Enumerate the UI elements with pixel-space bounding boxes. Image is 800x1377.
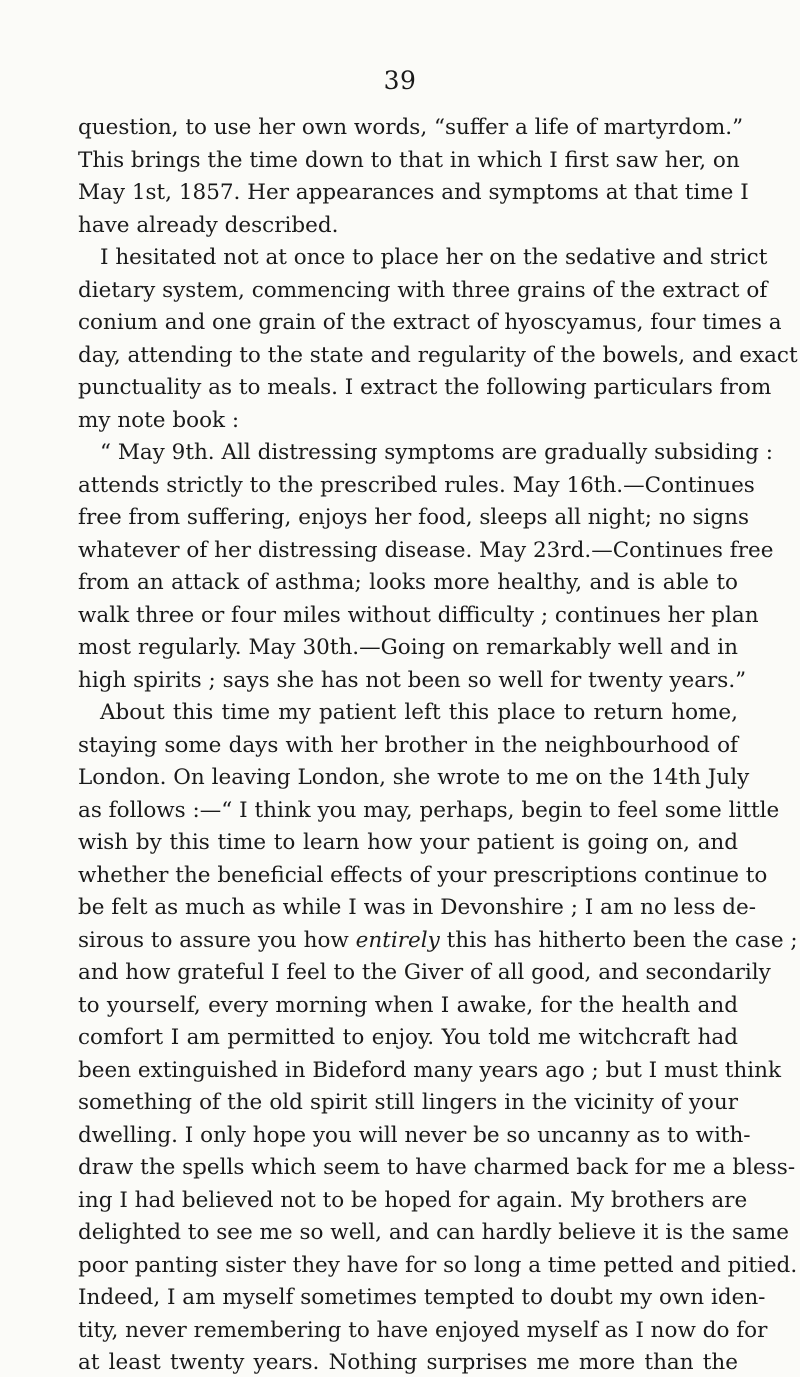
text-line: [78, 925, 798, 958]
text-line: [78, 502, 750, 535]
text-line: [78, 405, 738, 438]
text-line: [78, 1250, 798, 1283]
text-line: [78, 990, 738, 1023]
text-segment: I hesitated not at once to place her on the sedative and strict: [100, 245, 768, 270]
text-line: [78, 242, 768, 275]
text-segment: dietary system, commencing with three grains of the extract of: [78, 277, 768, 303]
text-line: [78, 1055, 781, 1088]
text-segment: wish by this time to learn how your patient is going on, and: [78, 830, 738, 855]
text-line: [78, 1217, 789, 1250]
text-line: [78, 600, 759, 633]
text-segment: “ May 9th. All distressing symptoms are gradually subsiding :: [100, 440, 774, 465]
text-segment: to yourself, every morning when I awake, for the health and: [78, 992, 738, 1018]
text-line: [78, 827, 738, 860]
text-segment: Indeed, I am myself sometimes tempted to doubt my own iden-: [78, 1285, 766, 1310]
text-segment: staying some days with her brother in the neighbourhood of: [78, 732, 738, 758]
text-segment: About this time my patient left this place to return home,: [100, 700, 738, 725]
text-segment: day, attending to the state and regularity of the bowels, and exact: [78, 342, 798, 368]
text-line: [78, 957, 771, 990]
text-segment: my note book :: [78, 407, 240, 433]
text-line: [78, 1315, 768, 1348]
text-line: [78, 275, 768, 308]
text-segment: delighted to see me so well, and can hardly believe it is the same: [78, 1220, 789, 1245]
text-line: [78, 307, 782, 340]
text-line: [78, 1347, 738, 1377]
text-segment: be felt as much as while I was in Devonshire ; I am no less de-: [78, 895, 757, 920]
text-line: [78, 892, 757, 925]
text-segment: London. On leaving London, she wrote to me on the 14th July: [78, 765, 750, 790]
text-segment: poor panting sister they have for so long a time petted and pitied.: [78, 1252, 798, 1278]
text-line: [78, 437, 774, 470]
text-segment: been extinguished in Bideford many years ago ; but I must think: [78, 1057, 781, 1083]
text-line: [78, 1152, 796, 1185]
text-segment: This brings the time down to that in which I first saw her, on: [78, 147, 740, 173]
body-text: [78, 112, 798, 1377]
text-line: [78, 1022, 738, 1055]
text-line: [78, 1087, 738, 1120]
text-line: [78, 567, 738, 600]
text-segment: punctuality as to meals. I extract the following particulars from: [78, 375, 772, 400]
text-line: [78, 632, 738, 665]
text-segment: whether the beneficial effects of your prescriptions continue to: [78, 862, 768, 888]
text-segment: walk three or four miles without difficulty ; continues her plan: [78, 602, 759, 628]
text-segment: conium and one grain of the extract of hyoscyamus, four times a: [78, 310, 782, 335]
text-line: [78, 697, 738, 730]
text-line: [78, 177, 749, 210]
text-line: [78, 535, 774, 568]
text-segment: ing I had believed not to be hoped for again. My brothers are: [78, 1187, 748, 1213]
text-segment: have already described.: [78, 212, 339, 238]
text-line: [78, 210, 738, 243]
text-segment: May 1st, 1857. Her appearances and symptoms at that time I: [78, 180, 749, 205]
text-line: [78, 112, 744, 145]
text-segment: sirous to assure you how: [78, 927, 356, 953]
text-segment: draw the spells which seem to have charmed back for me a bless-: [78, 1155, 796, 1180]
emphasized-text: entirely: [355, 927, 440, 953]
text-segment: high spirits ; says she has not been so well for twenty years.”: [78, 667, 747, 693]
text-line: [78, 372, 772, 405]
text-segment: as follows :—“ I think you may, perhaps, begin to feel some little: [78, 797, 780, 823]
text-line: [78, 730, 738, 763]
text-line: [78, 665, 747, 698]
text-segment: from an attack of asthma; looks more healthy, and is able to: [78, 570, 738, 595]
text-segment: this has hitherto been the case ;: [439, 927, 798, 953]
text-segment: attends strictly to the prescribed rules. May 16th.—Continues: [78, 472, 755, 498]
text-line: [78, 340, 798, 373]
text-segment: most regularly. May 30th.—Going on remarkably well and in: [78, 635, 738, 660]
text-segment: free from suffering, enjoys her food, sleeps all night; no signs: [78, 505, 750, 530]
text-line: [78, 1282, 766, 1315]
text-line: [78, 762, 750, 795]
text-segment: and how grateful I feel to the Giver of all good, and secondarily: [78, 960, 771, 985]
text-line: [78, 470, 755, 503]
text-line: [78, 1185, 748, 1218]
text-segment: question, to use her own words, “suffer a life of martyrdom.”: [78, 115, 744, 140]
text-line: [78, 145, 738, 178]
page-number: 39: [383, 66, 417, 95]
text-segment: dwelling. I only hope you will never be so uncanny as to with-: [78, 1122, 751, 1148]
text-segment: whatever of her distressing disease. May 23rd.—Continues free: [78, 537, 774, 563]
text-segment: something of the old spirit still lingers in the vicinity of your: [78, 1090, 738, 1115]
text-segment: at least twenty years. Nothing surprises me more than the: [78, 1350, 738, 1375]
text-segment: tity, never remembering to have enjoyed myself as I now do for: [78, 1317, 768, 1343]
text-segment: comfort I am permitted to enjoy. You told me witchcraft had: [78, 1025, 738, 1050]
text-line: [78, 860, 768, 893]
text-line: [78, 795, 780, 828]
text-line: [78, 1120, 751, 1153]
